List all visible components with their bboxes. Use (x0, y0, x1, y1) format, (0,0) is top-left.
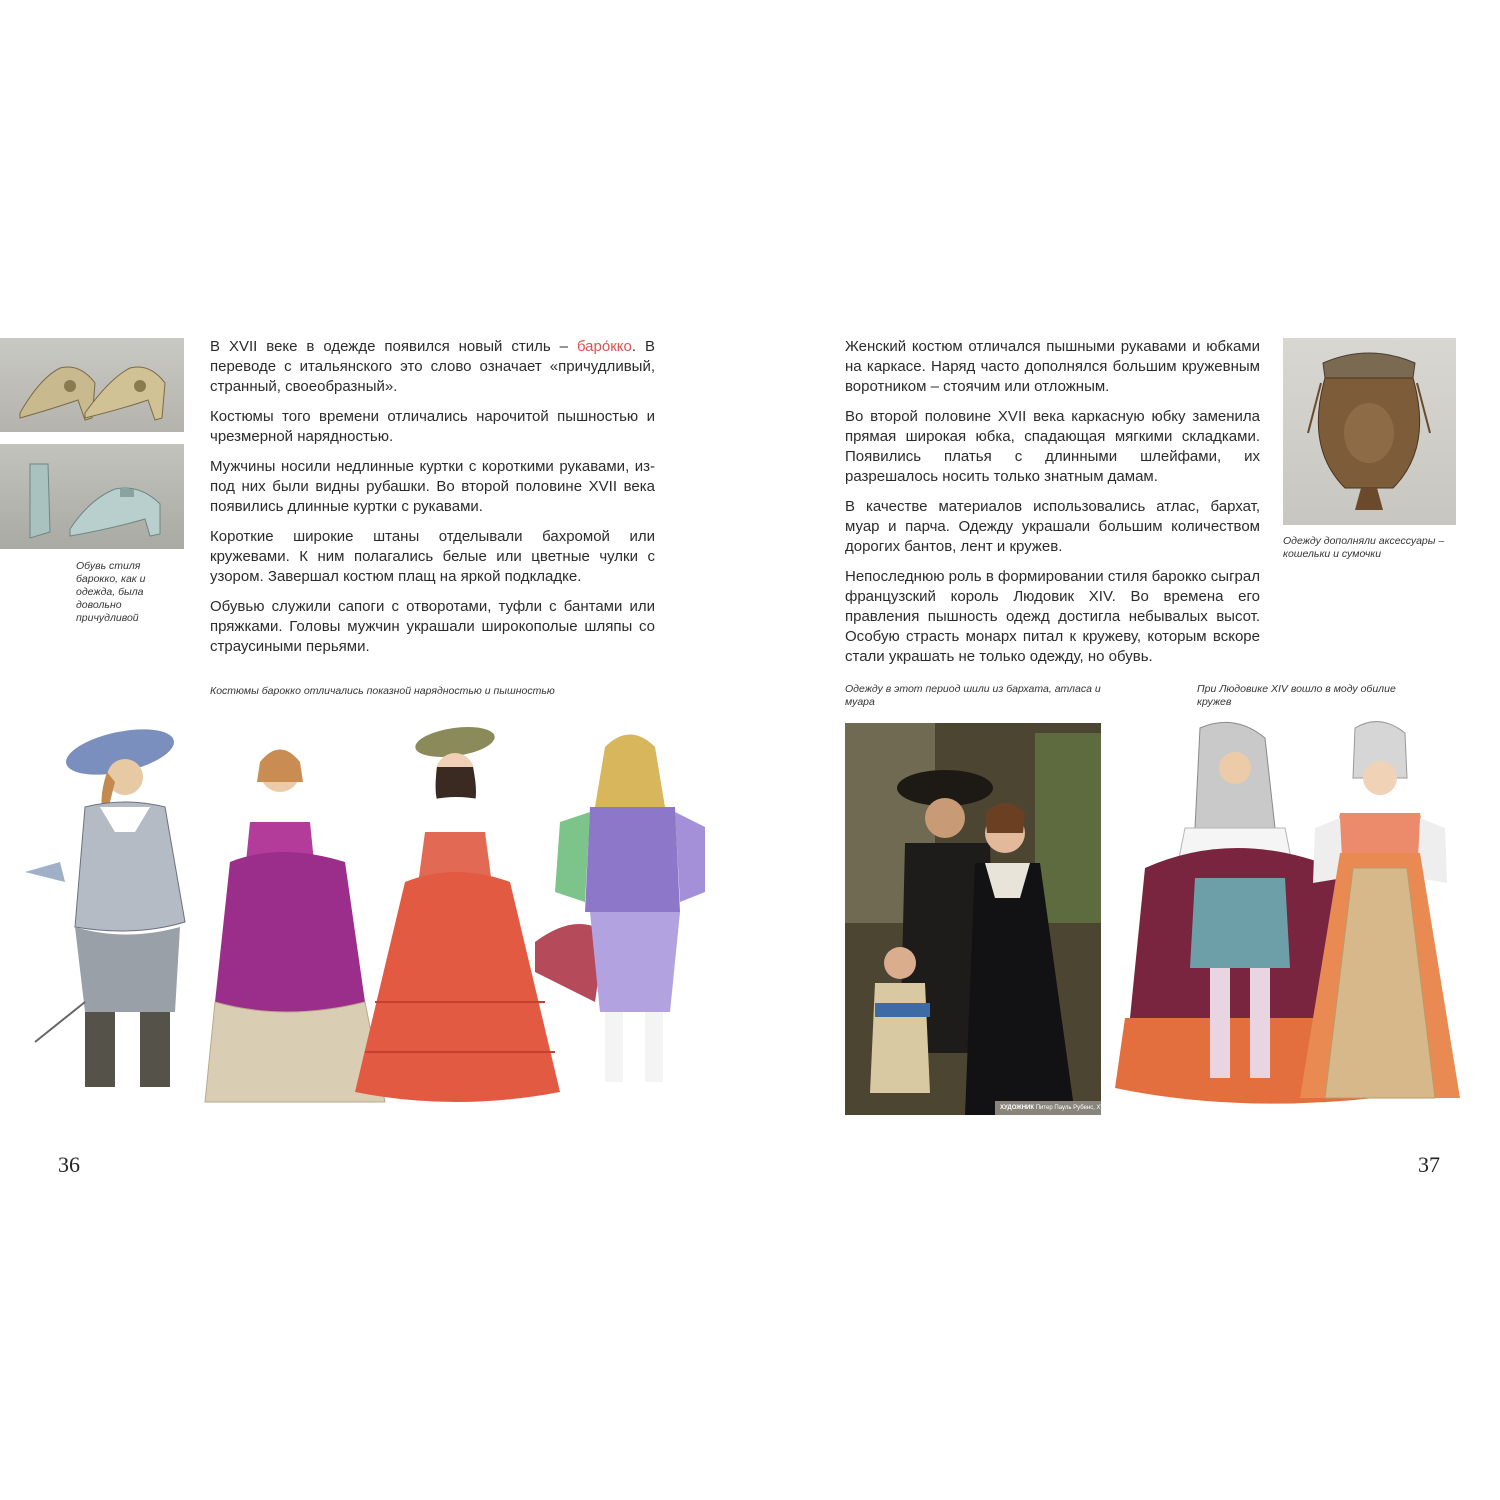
intro-paragraph: В XVII веке в одежде появился новый стиль – баро́кко. В переводе с итальянского это слово означает «причудливый, странный, своеобразный». (210, 338, 655, 395)
figure-musketeer (25, 721, 185, 1087)
left-page-text (210, 337, 655, 667)
paragraph: Мужчины носили недлинные куртки с короткими рукавами, из-под них были видны рубашки. Во второй половине XVII века появились длинные куртки с рукавами. (210, 458, 655, 515)
right-page-text (845, 337, 1260, 677)
costumes-caption: Костюмы барокко отличались показной нарядностью и пышностью (210, 685, 555, 697)
paragraph: В качестве материалов использовались атлас, бархат, муар и парча. Одежду украшали большим количеством дорогих бантов, лент и кружев. (845, 498, 1260, 555)
costume-illustrations (15, 712, 745, 1122)
shoes-photo-top (0, 338, 184, 432)
figure-lady-purple (205, 750, 385, 1103)
paragraph: Женский костюм отличался пышными рукавами и юбками на каркасе. Наряд часто дополнялся большим кружевным воротником – стоячим или отложным. (845, 338, 1260, 395)
louis-xiv-illustration (1115, 718, 1470, 1113)
paragraph: Короткие широкие штаны отделывали бахромой или кружевами. К ним полагались белые или цветные чулки с узором. Завершал костюм плащ на яркой подкладке. (210, 528, 655, 585)
shoes-photo-bottom (0, 444, 184, 549)
paragraph: Непоследнюю роль в формировании стиля барокко сыграл французский король Людовик XIV. Во времена его правления пышность одежд достигла небывалых высот. Особую страсть монарх питал к кружеву, которым вскоре стали украшать не только одежду, но обувь. (845, 568, 1260, 665)
paragraph: Обувью служили сапоги с отворотами, туфли с бантами или пряжками. Головы мужчин украшали широкополые шляпы со страусиными перьями. (210, 598, 655, 655)
painting-credit: ХУДОЖНИК Питер Пауль Рубенс, XVII в. (1000, 1105, 1115, 1111)
page-number-left: 36 (58, 1152, 80, 1177)
paragraph: Во второй половине XVII века каркасную юбку заменила прямая широкая юбка, спадающая мягкими складками. Появились платья с длинными шлейфами, их разрешалось носить только знатным дамам. (845, 408, 1260, 485)
paragraph: Костюмы того времени отличались нарочитой пышностью и чрезмерной нарядностью. (210, 408, 655, 445)
highlight-term: баро́кко (576, 338, 632, 355)
rubens-painting (845, 723, 1115, 1115)
figure-lady-red (355, 723, 560, 1102)
figure-man-purple (535, 735, 705, 1083)
shoes-caption: Обувь стиля барокко, как и одежда, была довольно причудливой (76, 560, 146, 624)
page-number-right: 37 (1418, 1152, 1440, 1177)
purse-photo (1283, 338, 1456, 525)
purse-caption: Одежду дополняли аксессуары – кошельки и сумочки (1283, 535, 1445, 560)
painting-caption: Одежду в этот период шили из бархата, атласа и муара (845, 683, 1101, 708)
louis-caption: При Людовике XIV вошло в моду обилие кружев (1197, 683, 1396, 708)
